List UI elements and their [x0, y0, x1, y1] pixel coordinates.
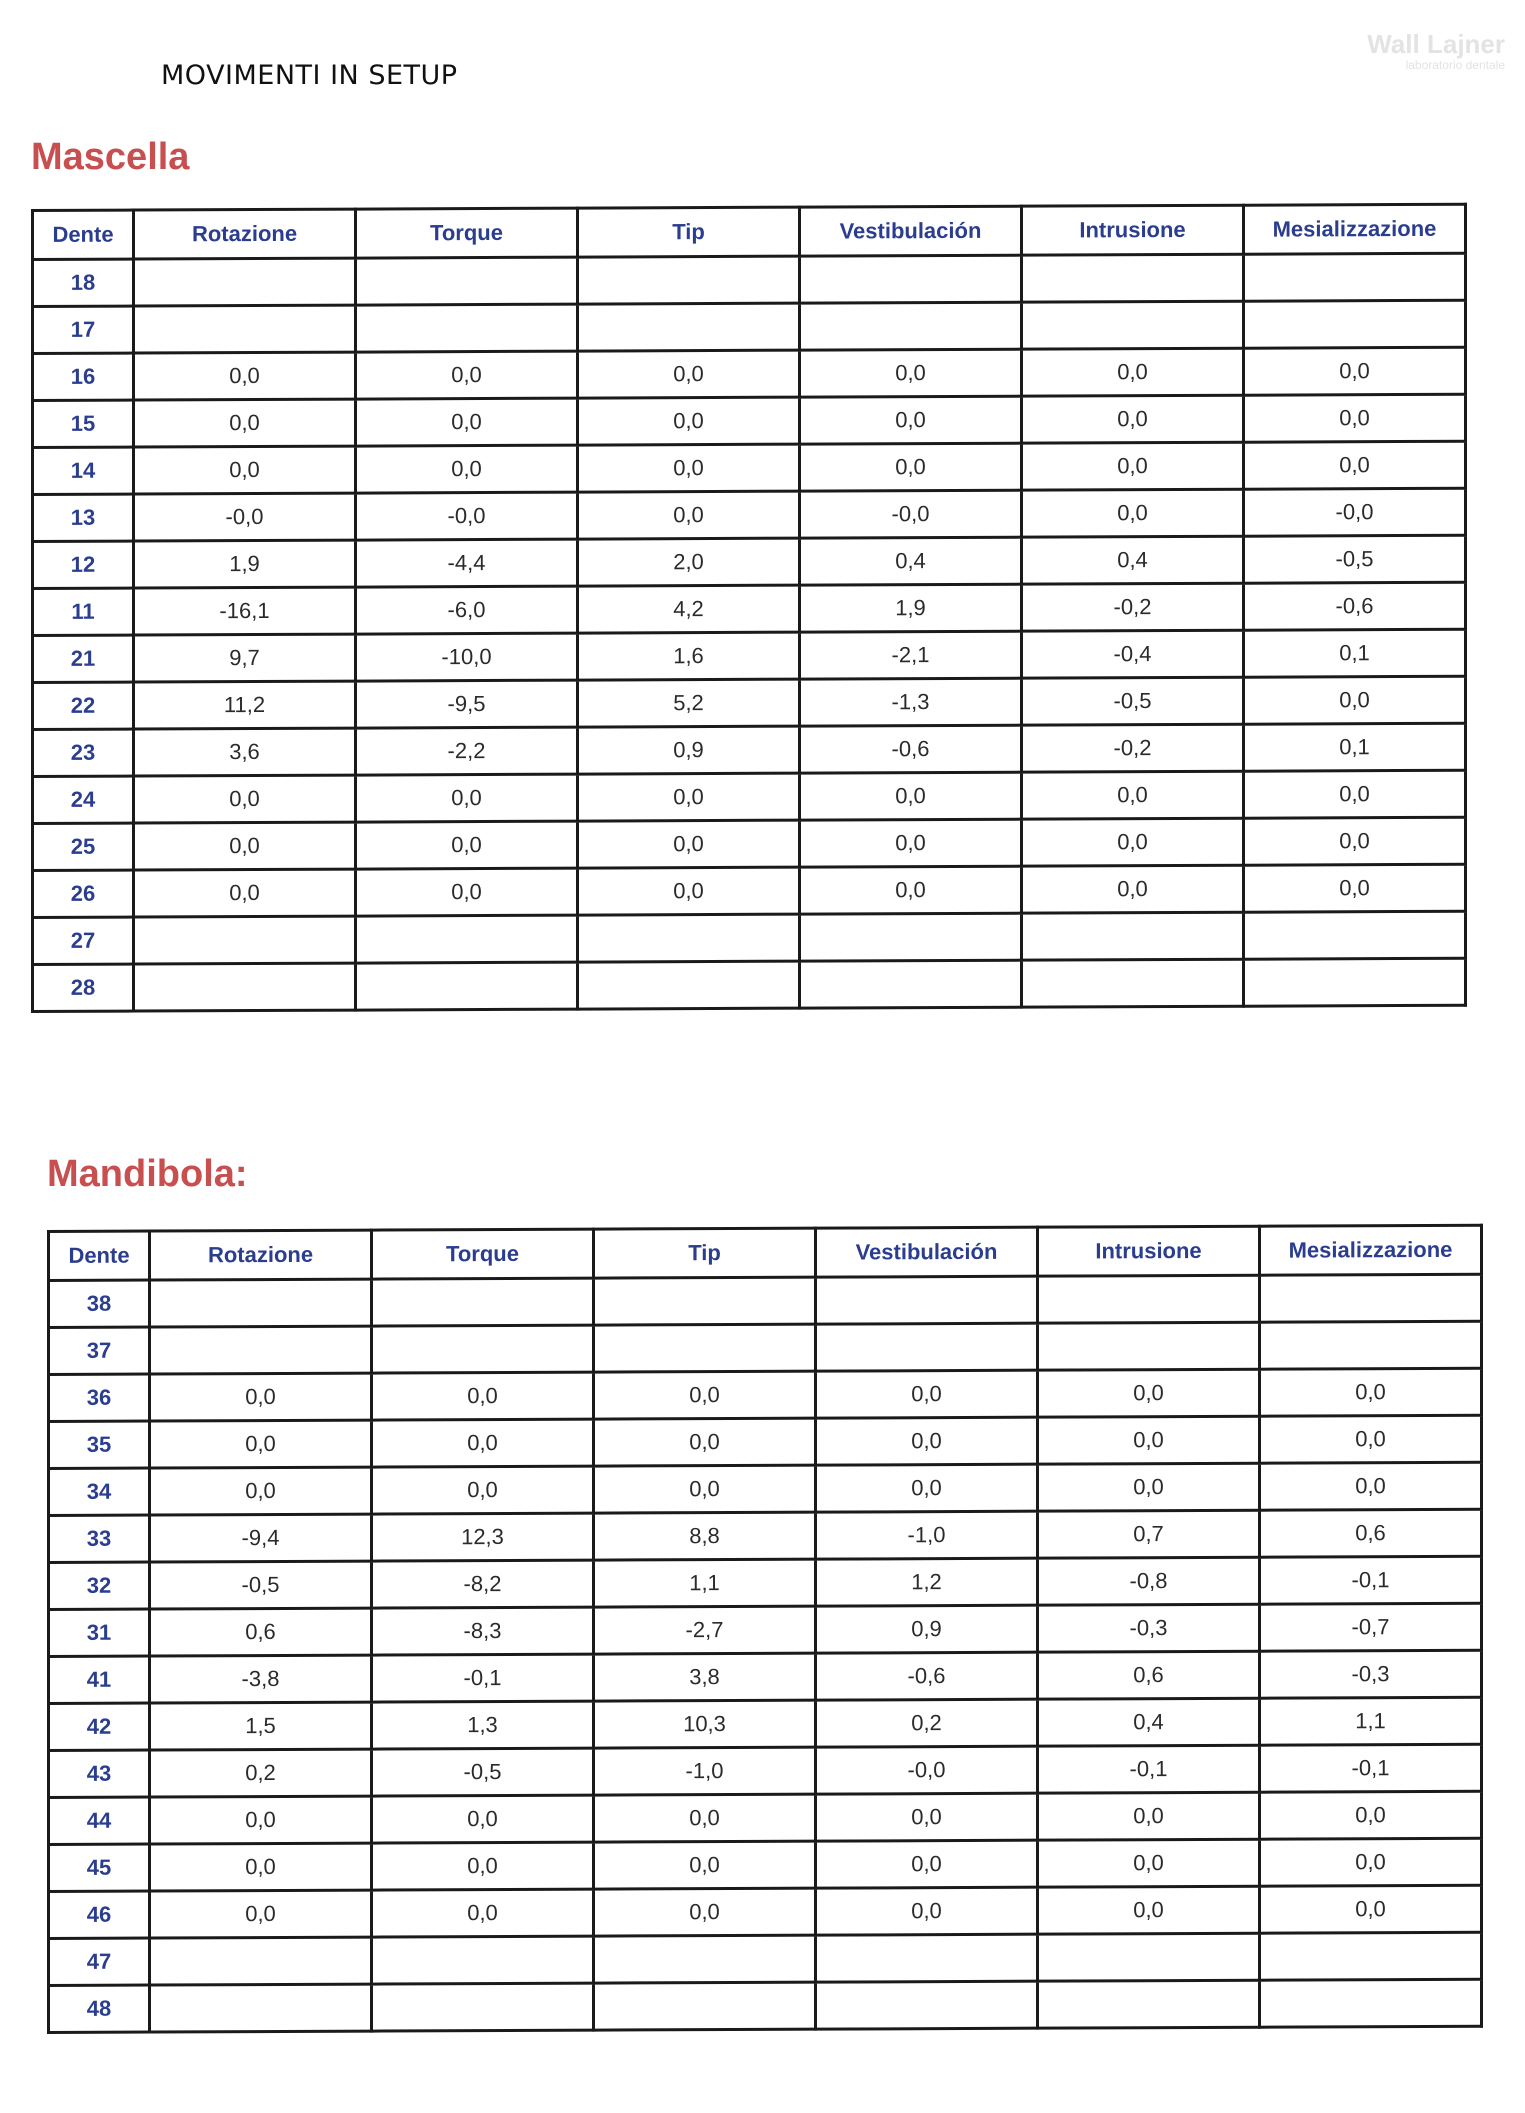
mesializzazione-cell: 0,0	[1244, 347, 1466, 395]
vestibulacion-cell	[800, 913, 1022, 961]
intrusione-cell	[1038, 1275, 1260, 1323]
table-row	[33, 817, 1466, 870]
table-row	[49, 1556, 1482, 1609]
torque-cell: -4,4	[356, 539, 578, 587]
column-header-intrusione: Intrusione	[1038, 1226, 1260, 1276]
mesializzazione-cell: 0,0	[1244, 817, 1466, 865]
tooth-number-cell: 22	[33, 682, 134, 729]
tip-cell: 5,2	[578, 679, 800, 727]
intrusione-cell	[1038, 1980, 1260, 2028]
tip-cell: 0,0	[578, 491, 800, 539]
tooth-number-cell: 12	[33, 541, 134, 588]
table-row	[49, 1368, 1482, 1421]
table-row	[33, 488, 1466, 541]
tooth-number-cell: 47	[49, 1938, 150, 1985]
intrusione-cell	[1022, 301, 1244, 349]
vestibulacion-cell	[816, 1981, 1038, 2029]
torque-cell: 0,0	[372, 1372, 594, 1420]
table-row	[33, 911, 1466, 964]
vestibulacion-cell	[800, 302, 1022, 350]
intrusione-cell: -0,2	[1022, 724, 1244, 772]
torque-cell: 0,0	[356, 868, 578, 916]
tooth-number-cell: 14	[33, 447, 134, 494]
vestibulacion-cell: -0,0	[816, 1746, 1038, 1794]
vestibulacion-cell: -0,6	[816, 1652, 1038, 1700]
tip-cell: -1,0	[594, 1747, 816, 1795]
rotazione-cell: 0,0	[134, 399, 356, 447]
torque-cell: -8,3	[372, 1607, 594, 1655]
vestibulacion-cell: 0,0	[800, 443, 1022, 491]
tip-cell: -2,7	[594, 1606, 816, 1654]
rotazione-cell: 0,0	[150, 1467, 372, 1515]
torque-cell: -0,1	[372, 1654, 594, 1702]
header-row	[33, 204, 1466, 259]
rotazione-cell	[134, 963, 356, 1011]
mesializzazione-cell: -0,5	[1244, 535, 1466, 583]
mesializzazione-cell: 1,1	[1260, 1697, 1482, 1745]
table-row	[33, 629, 1466, 682]
column-header-dente: Dente	[49, 1231, 150, 1280]
vestibulacion-cell: -0,0	[800, 490, 1022, 538]
table-row	[33, 535, 1466, 588]
table-row	[49, 1650, 1482, 1703]
tip-cell: 10,3	[594, 1700, 816, 1748]
table-row	[33, 864, 1466, 917]
intrusione-cell: 0,4	[1038, 1698, 1260, 1746]
tip-cell: 0,0	[594, 1465, 816, 1513]
rotazione-cell	[150, 1326, 372, 1374]
intrusione-cell: 0,4	[1022, 536, 1244, 584]
tooth-number-cell: 11	[33, 588, 134, 635]
mandibola-table-header	[49, 1225, 1482, 1280]
mascella-table-header	[33, 204, 1466, 259]
vestibulacion-cell: 0,4	[800, 537, 1022, 585]
intrusione-cell: -0,1	[1038, 1745, 1260, 1793]
vestibulacion-cell: 0,0	[816, 1887, 1038, 1935]
tooth-number-cell: 23	[33, 729, 134, 776]
rotazione-cell	[150, 1937, 372, 1985]
intrusione-cell: 0,0	[1022, 348, 1244, 396]
vestibulacion-cell: 1,9	[800, 584, 1022, 632]
torque-cell	[372, 1325, 594, 1373]
column-header-mesializzazione: Mesializzazione	[1260, 1225, 1482, 1275]
intrusione-cell: 0,0	[1022, 818, 1244, 866]
table-row	[49, 1462, 1482, 1515]
column-header-torque: Torque	[372, 1229, 594, 1279]
tip-cell	[594, 1277, 816, 1325]
column-header-mesializzazione: Mesializzazione	[1244, 204, 1466, 254]
tip-cell: 1,1	[594, 1559, 816, 1607]
vestibulacion-cell	[800, 255, 1022, 303]
vestibulacion-cell: 0,0	[816, 1840, 1038, 1888]
mascella-table-body	[33, 253, 1466, 1011]
rotazione-cell: 11,2	[134, 681, 356, 729]
vestibulacion-cell: -1,3	[800, 678, 1022, 726]
table-row	[33, 347, 1466, 400]
mesializzazione-cell: 0,0	[1260, 1838, 1482, 1886]
vestibulacion-cell: 0,0	[800, 396, 1022, 444]
tooth-number-cell: 32	[49, 1562, 150, 1609]
tooth-number-cell: 34	[49, 1468, 150, 1515]
column-header-vestibulacion: Vestibulación	[816, 1227, 1038, 1277]
tooth-number-cell: 27	[33, 917, 134, 964]
torque-cell: 0,0	[356, 398, 578, 446]
tooth-number-cell: 46	[49, 1891, 150, 1938]
vestibulacion-cell: 0,9	[816, 1605, 1038, 1653]
torque-cell: 0,0	[356, 821, 578, 869]
table-row	[49, 1603, 1482, 1656]
mesializzazione-cell	[1260, 1321, 1482, 1369]
mesializzazione-cell: -0,0	[1244, 488, 1466, 536]
intrusione-cell: 0,0	[1022, 442, 1244, 490]
section-title-mandibola: Mandibola:	[47, 1153, 248, 1195]
table-row	[49, 1415, 1482, 1468]
torque-cell: -0,0	[356, 492, 578, 540]
tooth-number-cell: 13	[33, 494, 134, 541]
tooth-number-cell: 21	[33, 635, 134, 682]
rotazione-cell: 1,5	[150, 1702, 372, 1750]
torque-cell	[356, 915, 578, 963]
intrusione-cell	[1022, 959, 1244, 1007]
intrusione-cell: 0,0	[1022, 771, 1244, 819]
mesializzazione-cell: -0,7	[1260, 1603, 1482, 1651]
vestibulacion-cell: -2,1	[800, 631, 1022, 679]
rotazione-cell: 0,0	[134, 352, 356, 400]
rotazione-cell: 0,0	[150, 1890, 372, 1938]
mesializzazione-cell: 0,0	[1260, 1885, 1482, 1933]
vestibulacion-cell: 1,2	[816, 1558, 1038, 1606]
vestibulacion-cell: 0,0	[800, 772, 1022, 820]
column-header-vestibulacion: Vestibulación	[800, 206, 1022, 256]
torque-cell	[372, 1278, 594, 1326]
mascella-table	[31, 203, 1467, 1013]
table-row	[49, 1885, 1482, 1938]
rotazione-cell: -0,0	[134, 493, 356, 541]
rotazione-cell: -3,8	[150, 1655, 372, 1703]
mesializzazione-cell: -0,6	[1244, 582, 1466, 630]
intrusione-cell: 0,0	[1038, 1369, 1260, 1417]
tooth-number-cell: 24	[33, 776, 134, 823]
rotazione-cell: 0,0	[134, 869, 356, 917]
mesializzazione-cell: 0,1	[1244, 629, 1466, 677]
lab-watermark-logo	[1367, 30, 1505, 72]
table-row	[33, 958, 1466, 1011]
intrusione-cell: 0,0	[1038, 1416, 1260, 1464]
mesializzazione-cell	[1244, 958, 1466, 1006]
torque-cell: -10,0	[356, 633, 578, 681]
rotazione-cell	[150, 1984, 372, 2032]
torque-cell: 12,3	[372, 1513, 594, 1561]
table-row	[33, 253, 1466, 306]
intrusione-cell: -0,8	[1038, 1557, 1260, 1605]
tip-cell: 0,0	[594, 1841, 816, 1889]
watermark-line-2: laboratorio dentale	[1405, 57, 1505, 72]
intrusione-cell: -0,5	[1022, 677, 1244, 725]
tooth-number-cell: 43	[49, 1750, 150, 1797]
mesializzazione-cell: 0,0	[1260, 1462, 1482, 1510]
tip-cell: 0,0	[578, 773, 800, 821]
tip-cell	[578, 914, 800, 962]
tooth-number-cell: 44	[49, 1797, 150, 1844]
rotazione-cell	[134, 258, 356, 306]
intrusione-cell: 0,0	[1022, 865, 1244, 913]
tip-cell: 0,0	[594, 1888, 816, 1936]
document-heading: MOVIMENTI IN SETUP	[161, 60, 458, 91]
torque-cell: -6,0	[356, 586, 578, 634]
tooth-number-cell: 28	[33, 964, 134, 1011]
tip-cell	[578, 961, 800, 1009]
column-header-rotazione: Rotazione	[134, 209, 356, 259]
mandibola-table-body	[49, 1274, 1482, 2032]
tooth-number-cell: 48	[49, 1985, 150, 2032]
table-row	[33, 582, 1466, 635]
intrusione-cell: 0,0	[1038, 1463, 1260, 1511]
mesializzazione-cell	[1260, 1932, 1482, 1980]
intrusione-cell: 0,0	[1038, 1839, 1260, 1887]
mandibola-table	[47, 1224, 1483, 2034]
intrusione-cell: -0,4	[1022, 630, 1244, 678]
table-row	[49, 1744, 1482, 1797]
intrusione-cell	[1038, 1933, 1260, 1981]
table-row	[49, 1932, 1482, 1985]
vestibulacion-cell: 0,0	[816, 1464, 1038, 1512]
intrusione-cell	[1038, 1322, 1260, 1370]
mesializzazione-cell: 0,1	[1244, 723, 1466, 771]
mesializzazione-cell: 0,0	[1244, 676, 1466, 724]
tip-cell	[578, 303, 800, 351]
vestibulacion-cell	[816, 1276, 1038, 1324]
column-header-tip: Tip	[594, 1228, 816, 1278]
table-row	[49, 1509, 1482, 1562]
watermark-line-1: Wall Lajner	[1367, 29, 1505, 59]
torque-cell	[372, 1936, 594, 1984]
table-row	[49, 1838, 1482, 1891]
mesializzazione-cell	[1260, 1274, 1482, 1322]
torque-cell: 0,0	[356, 445, 578, 493]
rotazione-cell: 0,0	[150, 1843, 372, 1891]
rotazione-cell: 1,9	[134, 540, 356, 588]
tip-cell: 3,8	[594, 1653, 816, 1701]
intrusione-cell: 0,0	[1038, 1792, 1260, 1840]
rotazione-cell: 3,6	[134, 728, 356, 776]
table-row	[33, 770, 1466, 823]
vestibulacion-cell: -1,0	[816, 1511, 1038, 1559]
table-row	[33, 441, 1466, 494]
mesializzazione-cell	[1244, 911, 1466, 959]
tooth-number-cell: 37	[49, 1327, 150, 1374]
table-row	[33, 300, 1466, 353]
tip-cell: 2,0	[578, 538, 800, 586]
tip-cell: 0,0	[578, 867, 800, 915]
rotazione-cell: 0,0	[134, 822, 356, 870]
tip-cell: 4,2	[578, 585, 800, 633]
torque-cell: 0,0	[356, 351, 578, 399]
vestibulacion-cell: 0,0	[816, 1370, 1038, 1418]
vestibulacion-cell: 0,0	[800, 819, 1022, 867]
intrusione-cell: 0,0	[1022, 395, 1244, 443]
torque-cell	[372, 1983, 594, 2031]
torque-cell: 0,0	[372, 1466, 594, 1514]
intrusione-cell: -0,2	[1022, 583, 1244, 631]
section-title-mascella: Mascella	[31, 136, 190, 178]
tip-cell: 0,0	[578, 350, 800, 398]
tooth-number-cell: 45	[49, 1844, 150, 1891]
vestibulacion-cell	[816, 1934, 1038, 1982]
torque-cell	[356, 257, 578, 305]
header-row	[49, 1225, 1482, 1280]
tooth-number-cell: 26	[33, 870, 134, 917]
mesializzazione-cell: -0,3	[1260, 1650, 1482, 1698]
vestibulacion-cell: 0,2	[816, 1699, 1038, 1747]
table-row	[33, 723, 1466, 776]
column-header-dente: Dente	[33, 210, 134, 259]
column-header-rotazione: Rotazione	[150, 1230, 372, 1280]
tooth-number-cell: 17	[33, 306, 134, 353]
mesializzazione-cell: 0,0	[1244, 864, 1466, 912]
mesializzazione-cell	[1244, 300, 1466, 348]
mesializzazione-cell: 0,0	[1244, 441, 1466, 489]
column-header-tip: Tip	[578, 207, 800, 257]
tip-cell: 0,0	[578, 444, 800, 492]
tip-cell	[594, 1324, 816, 1372]
tip-cell: 0,0	[594, 1418, 816, 1466]
tooth-number-cell: 25	[33, 823, 134, 870]
tooth-number-cell: 33	[49, 1515, 150, 1562]
column-header-intrusione: Intrusione	[1022, 205, 1244, 255]
intrusione-cell: 0,7	[1038, 1510, 1260, 1558]
rotazione-cell: 0,0	[134, 775, 356, 823]
mesializzazione-cell	[1260, 1979, 1482, 2027]
vestibulacion-cell: 0,0	[800, 866, 1022, 914]
table-row	[33, 394, 1466, 447]
rotazione-cell: 0,0	[150, 1373, 372, 1421]
tip-cell	[594, 1935, 816, 1983]
rotazione-cell: 0,2	[150, 1749, 372, 1797]
vestibulacion-cell: 0,0	[816, 1417, 1038, 1465]
tooth-number-cell: 41	[49, 1656, 150, 1703]
vestibulacion-cell: 0,0	[800, 349, 1022, 397]
torque-cell: -9,5	[356, 680, 578, 728]
tip-cell	[578, 256, 800, 304]
intrusione-cell: -0,3	[1038, 1604, 1260, 1652]
tip-cell	[594, 1982, 816, 2030]
tooth-number-cell: 36	[49, 1374, 150, 1421]
rotazione-cell: 0,0	[150, 1796, 372, 1844]
tip-cell: 0,9	[578, 726, 800, 774]
rotazione-cell: -16,1	[134, 587, 356, 635]
rotazione-cell: 0,0	[134, 446, 356, 494]
tooth-number-cell: 31	[49, 1609, 150, 1656]
torque-cell	[356, 962, 578, 1010]
table-row	[49, 1697, 1482, 1750]
torque-cell: 0,0	[372, 1889, 594, 1937]
rotazione-cell: -0,5	[150, 1561, 372, 1609]
tooth-number-cell: 38	[49, 1280, 150, 1327]
tooth-number-cell: 35	[49, 1421, 150, 1468]
intrusione-cell: 0,0	[1022, 489, 1244, 537]
table-row	[49, 1979, 1482, 2032]
tooth-number-cell: 16	[33, 353, 134, 400]
vestibulacion-cell	[816, 1323, 1038, 1371]
mesializzazione-cell: 0,0	[1260, 1415, 1482, 1463]
intrusione-cell	[1022, 254, 1244, 302]
torque-cell: 0,0	[372, 1795, 594, 1843]
tip-cell: 0,0	[578, 820, 800, 868]
torque-cell: -0,5	[372, 1748, 594, 1796]
vestibulacion-cell	[800, 960, 1022, 1008]
tooth-number-cell: 15	[33, 400, 134, 447]
mesializzazione-cell: 0,0	[1260, 1368, 1482, 1416]
tip-cell: 8,8	[594, 1512, 816, 1560]
intrusione-cell	[1022, 912, 1244, 960]
torque-cell: 0,0	[356, 774, 578, 822]
table-row	[49, 1321, 1482, 1374]
table-row	[49, 1274, 1482, 1327]
rotazione-cell: 0,6	[150, 1608, 372, 1656]
rotazione-cell: -9,4	[150, 1514, 372, 1562]
mesializzazione-cell: 0,0	[1260, 1791, 1482, 1839]
vestibulacion-cell: 0,0	[816, 1793, 1038, 1841]
rotazione-cell: 0,0	[150, 1420, 372, 1468]
tooth-number-cell: 18	[33, 259, 134, 306]
column-header-torque: Torque	[356, 208, 578, 258]
tip-cell: 0,0	[578, 397, 800, 445]
torque-cell: -8,2	[372, 1560, 594, 1608]
rotazione-cell	[134, 916, 356, 964]
rotazione-cell	[134, 305, 356, 353]
torque-cell: 1,3	[372, 1701, 594, 1749]
mesializzazione-cell	[1244, 253, 1466, 301]
table-row	[33, 676, 1466, 729]
mesializzazione-cell: 0,0	[1244, 394, 1466, 442]
torque-cell: -2,2	[356, 727, 578, 775]
tip-cell: 1,6	[578, 632, 800, 680]
rotazione-cell: 9,7	[134, 634, 356, 682]
tip-cell: 0,0	[594, 1794, 816, 1842]
table-row	[49, 1791, 1482, 1844]
mesializzazione-cell: -0,1	[1260, 1556, 1482, 1604]
mesializzazione-cell: 0,6	[1260, 1509, 1482, 1557]
vestibulacion-cell: -0,6	[800, 725, 1022, 773]
intrusione-cell: 0,6	[1038, 1651, 1260, 1699]
tooth-number-cell: 42	[49, 1703, 150, 1750]
mesializzazione-cell: -0,1	[1260, 1744, 1482, 1792]
tip-cell: 0,0	[594, 1371, 816, 1419]
torque-cell	[356, 304, 578, 352]
torque-cell: 0,0	[372, 1419, 594, 1467]
intrusione-cell: 0,0	[1038, 1886, 1260, 1934]
mesializzazione-cell: 0,0	[1244, 770, 1466, 818]
rotazione-cell	[150, 1279, 372, 1327]
torque-cell: 0,0	[372, 1842, 594, 1890]
